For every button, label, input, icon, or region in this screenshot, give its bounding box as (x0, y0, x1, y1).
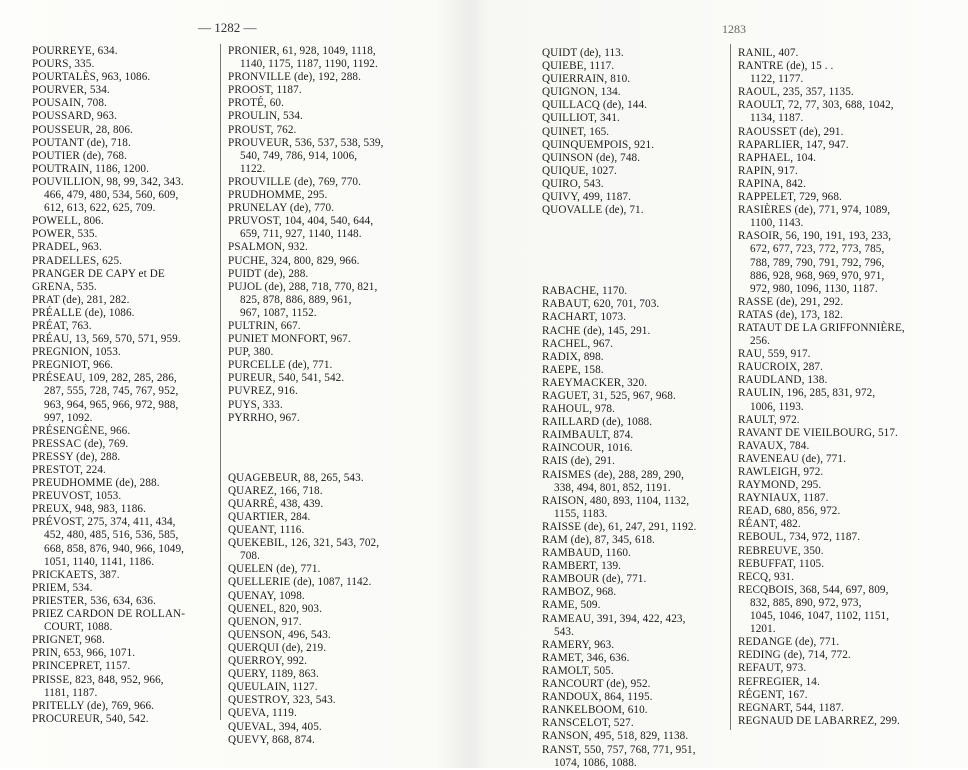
index-entry: RAVENEAU (de), 771. (738, 452, 846, 465)
left-page-column-2 (228, 45, 460, 747)
index-entry: QUENSON, 496, 543. (228, 628, 331, 641)
index-entry: 788, 789, 790, 791, 792, 796, (750, 256, 885, 269)
index-entry: 659, 711, 927, 1140, 1148. (240, 228, 362, 241)
index-entry: RECQ, 931. (738, 570, 795, 583)
index-entry: PUYS, 333. (228, 398, 283, 411)
index-entry: PRIN, 653, 966, 1071. (32, 647, 136, 660)
index-entry: RAMERY, 963. (542, 638, 615, 651)
index-entry: 967, 1087, 1152. (240, 306, 317, 319)
index-entry: PRANGER DE CAPY et DE (32, 267, 165, 280)
index-entry: RANSON, 495, 518, 829, 1138. (542, 730, 689, 743)
right-column-rule (730, 44, 731, 730)
index-entry: RACHART, 1073. (542, 311, 627, 324)
index-entry: PREUX, 948, 983, 1186. (32, 503, 146, 516)
right-page-column-1 (542, 47, 728, 770)
index-entry: POUTIER (de), 768. (32, 149, 128, 162)
index-entry: QUENEL, 820, 903. (228, 602, 322, 615)
index-entry: QUIRO, 543. (542, 177, 604, 190)
index-entry: RAWLEIGH, 972. (738, 466, 824, 478)
index-entry: 452, 480, 485, 516, 536, 585, (44, 529, 179, 542)
index-entry: PRADELLES, 625. (32, 254, 123, 267)
index-entry: 708. (240, 550, 260, 563)
index-entry: PRIEZ CARDON DE ROLLAN- (32, 608, 186, 621)
index-entry: POUSSARD, 963. (32, 110, 118, 123)
index-entry: 1122, 1177. (750, 73, 804, 86)
index-entry: QUERQUI (de), 219. (228, 641, 327, 654)
index-entry: REBUFFAT, 1105. (738, 557, 825, 570)
index-entry: PROTÉ, 60. (228, 97, 285, 110)
index-entry: QUIDT (de), 113. (542, 47, 624, 59)
index-entry: QUARRÉ, 438, 439. (228, 497, 324, 510)
left-column-rule (220, 44, 221, 720)
index-entry: RANTRE (de), 15 . . (738, 60, 834, 73)
index-entry: RAGUET, 31, 525, 967, 968. (542, 389, 676, 402)
index-entry: REBREUVE, 350. (738, 544, 824, 557)
index-entry: RAINCOUR, 1016. (542, 442, 633, 455)
index-entry: RAYMOND, 295. (738, 479, 822, 492)
index-entry: RAHOUL, 978. (542, 403, 615, 416)
index-entry: RAISMES (de), 288, 289, 290, (542, 468, 685, 481)
index-entry: PRESSAC (de), 769. (32, 437, 129, 450)
index-entry: POUSAIN, 708. (32, 97, 107, 110)
index-entry: RABAUT, 620, 701, 703. (542, 298, 660, 311)
index-entry: RANSCELOT, 527. (542, 717, 634, 730)
index-entry: POUTANT (de), 718. (32, 136, 131, 149)
index-entry: REFREGIER, 14. (738, 675, 820, 688)
index-entry: RAMET, 346, 636. (542, 651, 630, 664)
index-entry: PREUDHOMME (de), 288. (32, 477, 160, 490)
index-entry: REFAUT, 973. (738, 662, 807, 675)
index-entry: RATAS (de), 173, 182. (738, 308, 843, 321)
index-entry: PYRRHO, 967. (228, 411, 300, 424)
index-entry: PRUNELAY (de), 770. (228, 202, 335, 215)
index-entry: RAVANT DE VIEILBOURG, 517. (738, 426, 898, 439)
index-entry: RAPIN, 917. (738, 164, 798, 177)
index-entry: 1134, 1187. (750, 112, 804, 125)
index-entry: PRUVOST, 104, 404, 540, 644, (228, 215, 374, 228)
index-entry: RACHEL, 967. (542, 337, 614, 350)
index-entry: QUENON, 917. (228, 615, 302, 628)
index-entry: 540, 749, 786, 914, 1006, (240, 149, 358, 162)
index-entry: PUVREZ, 916. (228, 385, 298, 398)
index-entry: RAVAUX, 784. (738, 439, 810, 452)
index-entry: PRONVILLE (de), 192, 288. (228, 71, 362, 84)
index-entry: PUIDT (de), 288. (228, 267, 309, 280)
index-entry: QUIEBE, 1117. (542, 60, 615, 73)
index-entry: RAMEAU, 391, 394, 422, 423, (542, 612, 686, 625)
index-entry: QUEKEBIL, 126, 321, 543, 702, (228, 537, 380, 550)
index-entry: PROUVEUR, 536, 537, 538, 539, (228, 136, 384, 149)
index-entry: POURS, 335. (32, 58, 95, 71)
index-entry: REDING (de), 714, 772. (738, 649, 851, 662)
index-entry: 543. (554, 625, 574, 638)
index-entry: PRONIER, 61, 928, 1049, 1118, (228, 45, 376, 57)
index-entry: RÉANT, 482. (738, 518, 801, 531)
index-entry: PUNIET MONFORT, 967. (228, 333, 351, 346)
index-entry: QUOVALLE (de), 71. (542, 204, 644, 217)
index-entry: RAMBOZ, 968. (542, 586, 617, 599)
index-entry: PRESTOT, 224. (32, 464, 106, 476)
index-entry: RADIX, 898. (542, 350, 604, 363)
index-entry: PRIESTER, 536, 634, 636. (32, 594, 156, 607)
index-entry: QUIQUE, 1027. (542, 164, 617, 177)
index-entry: QUAREZ, 166, 718. (228, 484, 323, 497)
index-entry: QUEANT, 1116. (228, 524, 305, 537)
index-entry: QUIVY, 499, 1187. (542, 191, 632, 204)
index-entry: PROUST, 762. (228, 123, 297, 136)
index-entry: RAULT, 972. (738, 413, 800, 426)
index-entry: POUTRAIN, 1186, 1200. (32, 162, 149, 175)
index-entry: RAOUSSET (de), 291. (738, 125, 844, 138)
index-entry: RAUDLAND, 138. (738, 374, 828, 387)
index-entry: QUINET, 165. (542, 125, 610, 138)
index-entry: POURREYE, 634. (32, 45, 118, 57)
index-entry: QUEULAIN, 1127. (228, 681, 318, 694)
letter-section-gap (228, 425, 460, 472)
index-entry: RAOUL, 235, 357, 1135. (738, 86, 854, 99)
index-entry: 1122. (240, 162, 266, 175)
index-entry: GRENA, 535. (32, 280, 97, 293)
index-entry: QUEVA, 1119. (228, 707, 297, 720)
index-entry: RAULIN, 196, 285, 831, 972, (738, 387, 876, 400)
index-entry: PUCHE, 324, 800, 829, 966. (228, 254, 360, 267)
index-entry: RAIS (de), 291. (542, 455, 615, 468)
index-entry: RECQBOIS, 368, 544, 697, 809, (738, 583, 889, 596)
index-entry: 1140, 1175, 1187, 1190, 1192. (240, 58, 378, 71)
index-entry: QUERROY, 992. (228, 655, 308, 668)
index-entry: PRÉAT, 763. (32, 319, 92, 332)
index-entry: 1181, 1187. (44, 686, 98, 699)
index-entry: PURCELLE (de), 771. (228, 359, 333, 372)
index-entry: RAYNIAUX, 1187. (738, 492, 829, 505)
index-entry: PRÉALLE (de), 1086. (32, 306, 135, 319)
index-entry: QUINQUEMPOIS, 921. (542, 138, 655, 151)
index-entry: RANIL, 407. (738, 47, 799, 59)
index-entry: REGNAUD DE LABARREZ, 299. (738, 714, 900, 727)
index-entry: PRISSE, 823, 848, 952, 966, (32, 673, 164, 686)
index-entry: RAMBERT, 139. (542, 560, 622, 573)
index-entry: RÉGENT, 167. (738, 688, 808, 701)
index-entry: QUILLACQ (de), 144. (542, 99, 648, 112)
index-entry: PULTRIN, 667. (228, 319, 301, 332)
index-entry: PRINCEPRET, 1157. (32, 660, 131, 673)
index-entry: QUARTIER, 284. (228, 511, 311, 523)
index-entry: QUENAY, 1098. (228, 589, 305, 602)
index-entry: RAU, 559, 917. (738, 348, 811, 361)
index-entry: 338, 494, 801, 852, 1191. (554, 481, 671, 494)
index-entry: RAMBAUD, 1160. (542, 547, 631, 560)
index-entry: PREGNION, 1053. (32, 346, 121, 359)
index-entry: PRESSY (de), 288. (32, 450, 121, 463)
index-entry: PROULIN, 534. (228, 110, 303, 123)
index-entry: RASOIR, 56, 190, 191, 193, 233, (738, 230, 892, 243)
index-entry: 1201. (750, 623, 776, 636)
index-entry: RAIMBAULT, 874. (542, 429, 634, 442)
index-entry: 886, 928, 968, 969, 970, 971, (750, 269, 885, 282)
index-entry: RAPINA, 842. (738, 177, 807, 190)
index-entry: RAUCROIX, 287. (738, 361, 824, 374)
index-entry: RANCOURT (de), 952. (542, 678, 651, 691)
index-entry: REBOUL, 734, 972, 1187. (738, 531, 861, 544)
index-entry: RAISON, 480, 893, 1104, 1132, (542, 494, 690, 507)
index-entry: RAEYMACKER, 320. (542, 376, 648, 389)
index-entry: POUVILLION, 98, 99, 342, 343. (32, 175, 184, 188)
right-page-number: 1283 (722, 22, 746, 36)
index-entry: QUIERRAIN, 810. (542, 73, 631, 86)
index-entry: PUREUR, 540, 541, 542. (228, 372, 345, 385)
left-page-number: — 1282 — (198, 20, 257, 35)
index-entry: QUERY, 1189, 863. (228, 668, 319, 681)
index-entry: 832, 885, 890, 972, 973, (750, 596, 862, 609)
index-entry: POWER, 535. (32, 228, 98, 241)
index-entry: 672, 677, 723, 772, 773, 785, (750, 243, 885, 256)
index-entry: QUEVAL, 394, 405. (228, 720, 322, 733)
index-entry: POURTALÈS, 963, 1086. (32, 71, 151, 84)
index-entry: PUJOL (de), 288, 718, 770, 821, (228, 280, 378, 293)
index-entry: QUAGEBEUR, 88, 265, 543. (228, 471, 364, 484)
index-entry: RASIÈRES (de), 771, 974, 1089, (738, 204, 891, 217)
index-entry: PREGNIOT, 966. (32, 359, 114, 372)
index-entry: PRIGNET, 968. (32, 634, 105, 647)
index-entry: PRICKAETS, 387. (32, 568, 120, 581)
index-entry: 466, 479, 480, 534, 560, 609, (44, 189, 179, 202)
index-entry: RAILLARD (de), 1088. (542, 416, 653, 429)
index-entry: PROUVILLE (de), 769, 770. (228, 175, 362, 188)
index-entry: 287, 555, 728, 745, 767, 952, (44, 385, 179, 398)
index-entry: RAM (de), 87, 345, 618. (542, 534, 655, 546)
index-entry: PRÉSENGÈNE, 966. (32, 424, 131, 437)
index-entry: PRITELLY (de), 769, 966. (32, 699, 155, 712)
index-entry: RASSE (de), 291, 292. (738, 295, 844, 308)
index-entry: RANST, 550, 757, 768, 771, 951, (542, 743, 696, 756)
index-entry: RAPPELET, 729, 968. (738, 191, 842, 204)
index-entry: POUSSEUR, 28, 806. (32, 123, 133, 136)
index-entry: PRIEM, 534. (32, 581, 93, 594)
index-entry: COURT, 1088. (44, 621, 113, 634)
index-entry: PRÉVOST, 275, 374, 411, 434, (32, 516, 176, 529)
index-entry: 1045, 1046, 1047, 1102, 1151, (750, 610, 890, 623)
index-entry: REGNART, 544, 1187. (738, 701, 844, 714)
index-entry: REDANGE (de), 771. (738, 636, 840, 649)
index-entry: QUINSON (de), 748. (542, 151, 641, 164)
index-entry: RAMOLT, 505. (542, 664, 614, 677)
index-entry: READ, 680, 856, 972. (738, 505, 841, 518)
index-entry: PRÉSEAU, 109, 282, 285, 286, (32, 372, 177, 385)
index-entry: 612, 613, 622, 625, 709. (44, 202, 156, 215)
index-entry: RAOULT, 72, 77, 303, 688, 1042, (738, 99, 894, 112)
index-entry: POURVER, 534. (32, 84, 110, 97)
index-entry: PUP, 380. (228, 346, 274, 359)
index-entry: PSALMON, 932. (228, 241, 308, 254)
index-entry: 972, 980, 1096, 1130, 1187. (750, 282, 878, 295)
index-entry: QUIGNON, 134. (542, 86, 621, 99)
index-entry: RAME, 509. (542, 599, 601, 612)
index-entry: PRUDHOMME, 295. (228, 189, 328, 202)
index-entry: PREUVOST, 1053. (32, 490, 122, 503)
index-entry: PROOST, 1187. (228, 84, 302, 97)
index-entry: PRÉAU, 13, 569, 570, 571, 959. (32, 333, 181, 346)
index-entry: QUEVY, 868, 874. (228, 733, 315, 746)
index-entry: 1051, 1140, 1141, 1186. (44, 555, 155, 568)
index-entry: RANKELBOOM, 610. (542, 704, 648, 717)
letter-section-gap (542, 217, 728, 285)
index-entry: RATAUT DE LA GRIFFONNIÈRE, (738, 321, 905, 334)
index-entry: RACHE (de), 145, 291. (542, 324, 651, 337)
index-entry: 1100, 1143. (750, 217, 804, 230)
index-entry: PRAT (de), 281, 282. (32, 293, 130, 306)
index-entry: 963, 964, 965, 966, 972, 988, (44, 398, 179, 411)
index-entry: RAPHAEL, 104. (738, 151, 817, 164)
index-entry: PRADEL, 963. (32, 241, 102, 254)
index-entry: 256. (750, 335, 770, 348)
index-entry: 1006, 1193. (750, 400, 804, 413)
index-entry: 1155, 1183. (554, 507, 608, 520)
index-entry: 668, 858, 876, 940, 966, 1049, (44, 542, 185, 555)
index-entry: RAPARLIER, 147, 947. (738, 138, 849, 151)
index-entry: QUELLERIE (de), 1087, 1142. (228, 576, 372, 589)
index-entry: QUILLIOT, 341. (542, 112, 620, 125)
index-entry: RAEPE, 158. (542, 363, 604, 376)
index-entry: PROCUREUR, 540, 542. (32, 712, 149, 725)
index-entry: 997, 1092. (44, 411, 93, 424)
index-entry: RABACHE, 1170. (542, 285, 628, 298)
right-page-column-2 (738, 47, 958, 728)
index-entry: QUELEN (de), 771. (228, 563, 321, 576)
left-page-column-1 (32, 45, 218, 726)
index-entry: QUESTROY, 323, 543. (228, 694, 336, 707)
index-entry: 1074, 1086, 1088. (554, 756, 637, 769)
index-entry: RAMBOUR (de), 771. (542, 573, 647, 586)
index-entry: RANDOUX, 864, 1195. (542, 691, 653, 704)
index-entry: 825, 878, 886, 889, 961, (240, 293, 352, 306)
index-entry: POWELL, 806. (32, 215, 104, 228)
index-entry: RAISSE (de), 61, 247, 291, 1192. (542, 520, 697, 533)
